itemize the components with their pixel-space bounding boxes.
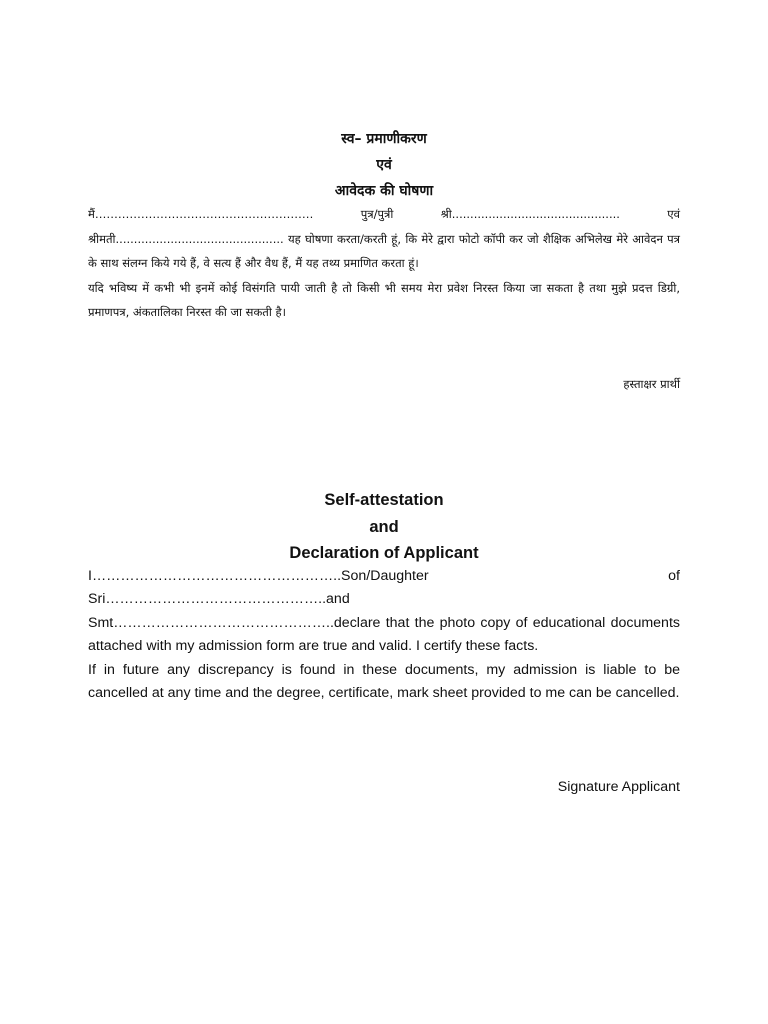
- english-declaration-body: [88, 565, 680, 705]
- english-title-line-1: Self-attestation: [324, 491, 444, 509]
- english-title-line-2: and: [369, 517, 399, 536]
- english-first-line: I……………………………………………..Son/Daughter of Sri………………………………………..and: [88, 568, 680, 608]
- hindi-signature-label: हस्ताक्षर प्रार्थी: [623, 377, 680, 391]
- hindi-declaration-body: [88, 202, 680, 325]
- english-title-line-3: Declaration of Applicant: [289, 544, 479, 562]
- hindi-title-line-2: एवं: [376, 157, 392, 173]
- hindi-title-line-3: आवेदक की घोषणा: [334, 183, 434, 199]
- hindi-paragraph-2: यदि भविष्य में कभी भी इनमें कोई विसंगति पायी जाती है तो किसी भी समय मेरा प्रवेश निरस्त किया जा सकता है तथा मुझे प्रदत्त डिग्री, प्रमाणपत्र, अंकतालिका निरस्त की जा सकती है।: [88, 280, 680, 319]
- english-title: [88, 487, 680, 567]
- hindi-title-line-1: स्व– प्रमाणीकरण: [341, 131, 427, 147]
- english-paragraph-2: If in future any discrepancy is found in these documents, my admission is liable to be cancelled at any time and the degree, certificate, mark sheet provided to me can be cancelled.: [88, 661, 680, 702]
- english-paragraph-1: Smt………………………………………..declare that the photo copy of educational documents attached with my admission form are true and valid. I certify these facts.: [88, 614, 680, 655]
- hindi-paragraph-1: श्रीमती.............................................. यह घोषणा करता/करती हूं, कि मेरे द्वारा फोटो कॉपी कर जो शैक्षिक अभिलेख मेरे आवेदन पत्र के साथ संलग्न किये गये हैं, वे सत्य हैं और वैध हैं, मैं यह तथ्य प्रमाणित करता हूं।: [88, 231, 680, 270]
- english-signature-label: Signature Applicant: [557, 779, 680, 795]
- hindi-first-line: मैं………………………………………………… पुत्र/पुत्री श्री.............................................. एवं: [88, 207, 680, 221]
- hindi-title: [88, 126, 680, 204]
